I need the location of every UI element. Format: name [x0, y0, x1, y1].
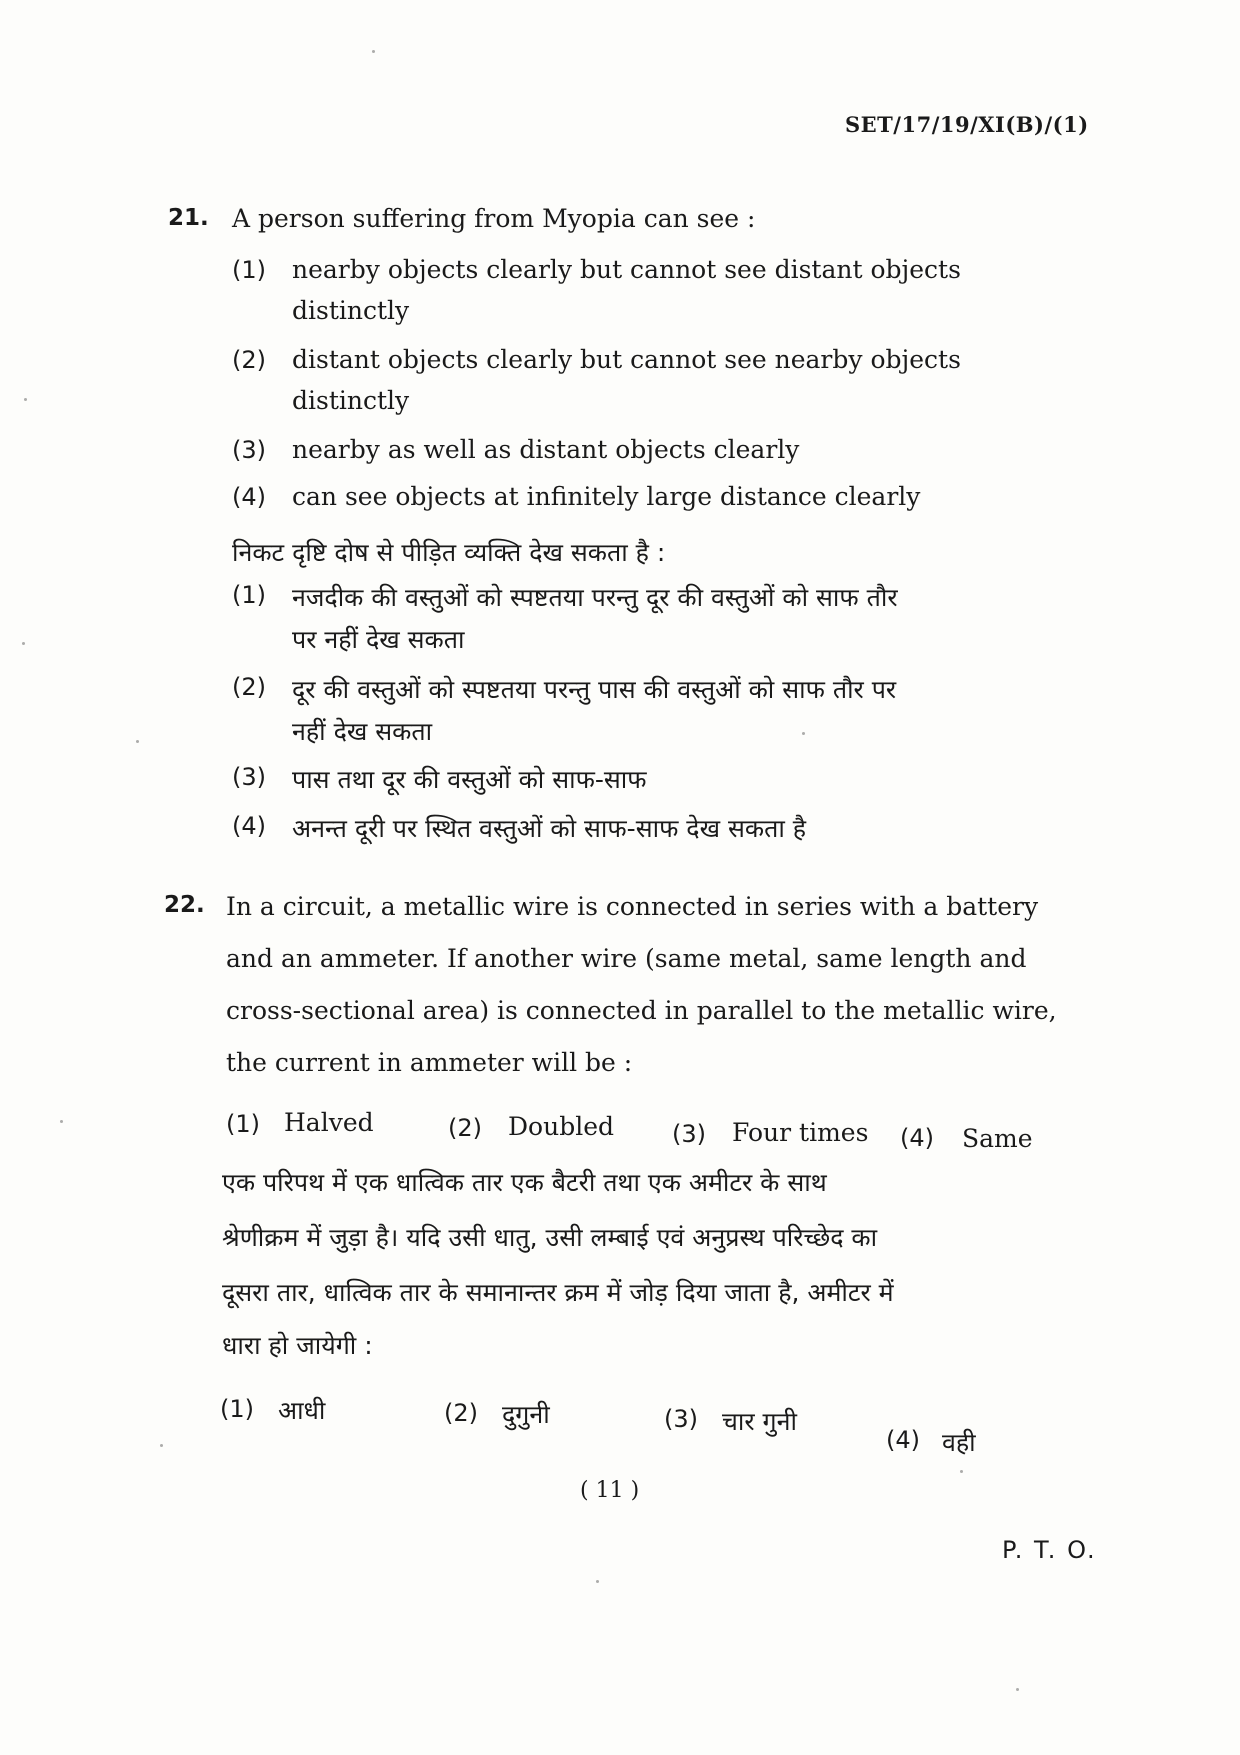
scan-speck [802, 732, 805, 735]
scan-speck [596, 1580, 599, 1583]
q21-option-2-text: distant objects clearly but cannot see nearby objects [292, 345, 961, 374]
question-21-number: 21. [168, 205, 209, 231]
pto-label: P. T. O. [1002, 1536, 1097, 1564]
question-22-text-line-1: In a circuit, a metallic wire is connected in series with a battery [226, 892, 1039, 921]
question-22-text-line-2: and an ammeter. If another wire (same metal, same length and [226, 944, 1027, 973]
scan-speck [60, 1120, 63, 1123]
q22-option-1-number: (1) [226, 1110, 260, 1138]
scan-speck [960, 1470, 963, 1473]
q21-hindi-option-1-text-cont: पर नहीं देख सकता [292, 625, 465, 654]
q22-option-3-text: Four times [732, 1118, 869, 1147]
q21-hindi-option-4-text: अनन्त दूरी पर स्थित वस्तुओं को साफ-साफ देख सकता है [292, 814, 807, 843]
scan-speck [136, 740, 139, 743]
scan-speck [22, 642, 25, 645]
question-22-hindi-line-2: श्रेणीक्रम में जुड़ा है। यदि उसी धातु, उसी लम्बाई एवं अनुप्रस्थ परिच्छेद का [222, 1223, 878, 1252]
q21-option-4-number: (4) [232, 483, 266, 511]
question-22-hindi-line-3: दूसरा तार, धात्विक तार के समानान्तर क्रम में जोड़ दिया जाता है, अमीटर में [222, 1278, 894, 1307]
q21-option-4-text: can see objects at infinitely large distance clearly [292, 482, 921, 511]
q21-hindi-option-4-number: (4) [232, 812, 266, 840]
q22-hindi-option-2-text: दुगुनी [502, 1400, 550, 1429]
q21-option-1-number: (1) [232, 256, 266, 284]
q21-hindi-option-2-text: दूर की वस्तुओं को स्पष्टतया परन्तु पास की वस्तुओं को साफ तौर पर [292, 675, 897, 704]
q22-option-4-text: Same [962, 1124, 1033, 1153]
question-22-hindi-line-1: एक परिपथ में एक धात्विक तार एक बैटरी तथा एक अमीटर के साथ [222, 1168, 827, 1197]
q22-option-1-text: Halved [284, 1108, 374, 1137]
set-code: SET/17/19/XI(B)/(1) [845, 112, 1089, 137]
q21-option-1-text: nearby objects clearly but cannot see distant objects [292, 255, 961, 284]
q22-hindi-option-4-text: वही [942, 1428, 976, 1457]
q21-option-3-text: nearby as well as distant objects clearly [292, 435, 800, 464]
q22-hindi-option-4-number: (4) [886, 1426, 920, 1454]
q21-hindi-option-2-text-cont: नहीं देख सकता [292, 717, 433, 746]
q22-option-3-number: (3) [672, 1120, 706, 1148]
scan-speck [24, 398, 27, 401]
scan-speck [372, 50, 375, 53]
q21-option-2-text-cont: distinctly [292, 386, 410, 415]
question-22-text-line-3: cross-sectional area) is connected in parallel to the metallic wire, [226, 996, 1057, 1025]
question-22-hindi-line-4: धारा हो जायेगी : [222, 1331, 373, 1360]
scan-speck [160, 1444, 163, 1447]
q21-hindi-option-3-text: पास तथा दूर की वस्तुओं को साफ-साफ [292, 765, 647, 794]
q21-hindi-option-1-number: (1) [232, 581, 266, 609]
q21-option-1-text-cont: distinctly [292, 296, 410, 325]
question-21-text: A person suffering from Myopia can see : [232, 204, 756, 233]
q22-hindi-option-1-text: आधी [278, 1396, 326, 1425]
q22-hindi-option-3-text: चार गुनी [722, 1407, 797, 1436]
question-22-number: 22. [164, 892, 205, 918]
q21-hindi-option-1-text: नजदीक की वस्तुओं को स्पष्टतया परन्तु दूर की वस्तुओं को साफ तौर [292, 583, 898, 612]
q22-option-2-number: (2) [448, 1114, 482, 1142]
scan-speck [1016, 1688, 1019, 1691]
q21-option-3-number: (3) [232, 436, 266, 464]
q22-hindi-option-3-number: (3) [664, 1405, 698, 1433]
q21-hindi-option-3-number: (3) [232, 763, 266, 791]
q22-hindi-option-2-number: (2) [444, 1399, 478, 1427]
q22-option-4-number: (4) [900, 1124, 934, 1152]
q22-option-2-text: Doubled [508, 1112, 614, 1141]
q21-hindi-option-2-number: (2) [232, 673, 266, 701]
question-21-text-hindi: निकट दृष्टि दोष से पीड़ित व्यक्ति देख सकता है : [232, 538, 666, 567]
page-number: ( 11 ) [580, 1478, 640, 1503]
question-22-text-line-4: the current in ammeter will be : [226, 1048, 633, 1077]
q22-hindi-option-1-number: (1) [220, 1395, 254, 1423]
q21-option-2-number: (2) [232, 346, 266, 374]
